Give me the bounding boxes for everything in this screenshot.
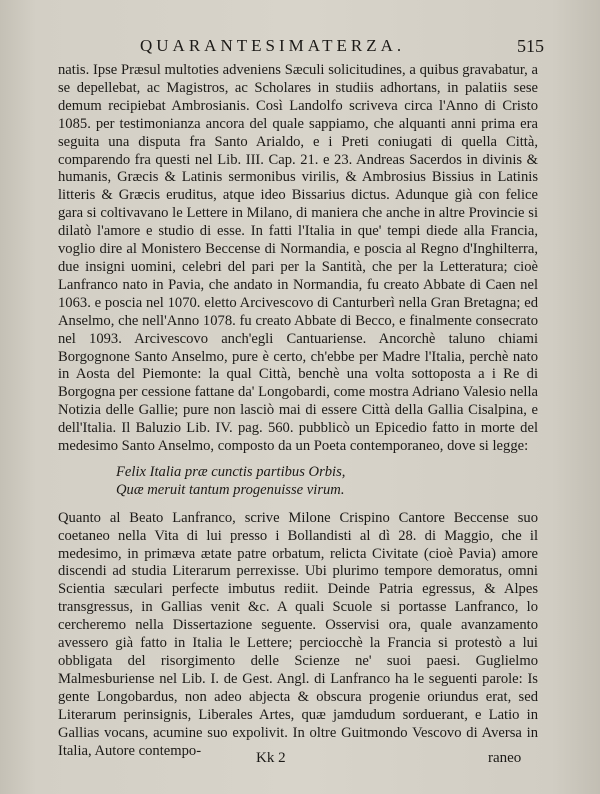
page-footer: [0, 750, 600, 770]
page-header: [0, 36, 600, 60]
page-number: 515: [517, 36, 544, 56]
paragraph-1: natis. Ipse Præsul multoties adveniens Sæculi solicitudines, a quibus gravabatur, a se depellebat, ac Magistros, ac Scholares in studiis adhortans, in palatiis sese demum recipiebat Ambrosianis. Così Landolfo scriveva circa l'Anno di Cristo 1085. per testimonianza ancora del quale sappiamo, che alquanti anni prima era seguita una disputa fra Santo Arialdo, e i Preti coniugati di quella Città, comparendo fra questi nel Lib. III. Cap. 21. e 23. Andreas Sacerdos in divinis & humanis, Græcis & Latinis sermonibus virilis, & Ambrosius Bissius in Latinis litteris & Græcis eruditus, atque ideo Bissarius dictus. Adunque già con felice gara si coltivavano le Lettere in Milano, di maniera che anche in altre Provincie si dilatò l'amore e studio di esse. In fatti l'Italia in que' tempi diede alla Francia, voglio dire al Monistero Beccense di Normandia, e poscia al Regno d'Inghilterra, due insigni uomini, celebri del pari per la Santità, che per la Letteratura; cioè Lanfranco nato in Pavia, che andato in Normandia, fu creato Abbate di Caen nel 1063. e poscia nel 1070. eletto Arcivescovo di Canturberì nella Gran Bretagna; ed Anselmo, che nell'Anno 1078. fu creato Abbate di Becco, e finalmente consecrato nel 1093. Arcivescovo anch'egli Cantuariense. Ancorchè taluno chiami Borgognone Santo Anselmo, pure è certo, ch'ebbe per Madre l'Italia, perchè nato in Aosta del Piemonte: la qual Città, benchè una volta sottoposta a i Re di Borgogna per cessione fattane da' Longobardi, come mostra Adriano Valesio nella Notizia delle Gallie; pure non lasciò mai di essere Città della Gallia Cisalpina, e dell'Italia. Il Baluzio Lib. IV. pag. 560. pubblicò un Epicedio fatto in morte del medesimo Santo Anselmo, composto da un Poeta contemporaneo, dove si legge:: [58, 62, 538, 455]
running-title: QUARANTESIMATERZA.: [140, 36, 406, 55]
paragraph-2: Quanto al Beato Lanfranco, scrive Milone Crispino Cantore Beccense suo coetaneo nella Vita di lui presso i Bollandisti al dì 28. di Maggio, che il medesimo, in primæva ætate patre orbatum, relicta Civitate (cioè Pavia) amore discendi ad studia Literarum perrexisse. Ubi plurimo tempore demoratus, omni Scientia sæculari perfecte imbutus rediit. Deinde Patria egressus, & Alpes transgressus, in Gallias venit &c. A quali Scuole si portasse Lanfranco, lo cercheremo nella Dissertazione seguente. Osservisi ora, quale avanzamento avessero già fatto in Italia le Lettere; perciocchè la Francia si protestò a lui obbligata del risorgimento delle Scienze ne' suoi paesi. Guglielmo Malmesburiense nel Lib. I. de Gest. Angl. di Lanfranco ha le seguenti parole: Is gente Longobardus, non adeo abjecta & obscura progenie oriundus erat, sed Literarum perinsignis, Liberales Artes, quæ jamdudum sorduerant, e Latio in Gallias vocans, acumine suo expolivit. In oltre Guitmondo Vescovo di Aversa in Italia, Autore contempo-: [58, 509, 538, 759]
verse-quote: [116, 464, 538, 500]
catchword: raneo: [488, 750, 522, 766]
verse-line-1: Felix Italia præ cunctis partibus Orbis,: [116, 463, 346, 480]
verse-line-2: Quæ meruit tantum progenuisse virum.: [116, 481, 345, 498]
signature-mark: Kk 2: [256, 750, 286, 766]
main-text: [58, 62, 538, 760]
